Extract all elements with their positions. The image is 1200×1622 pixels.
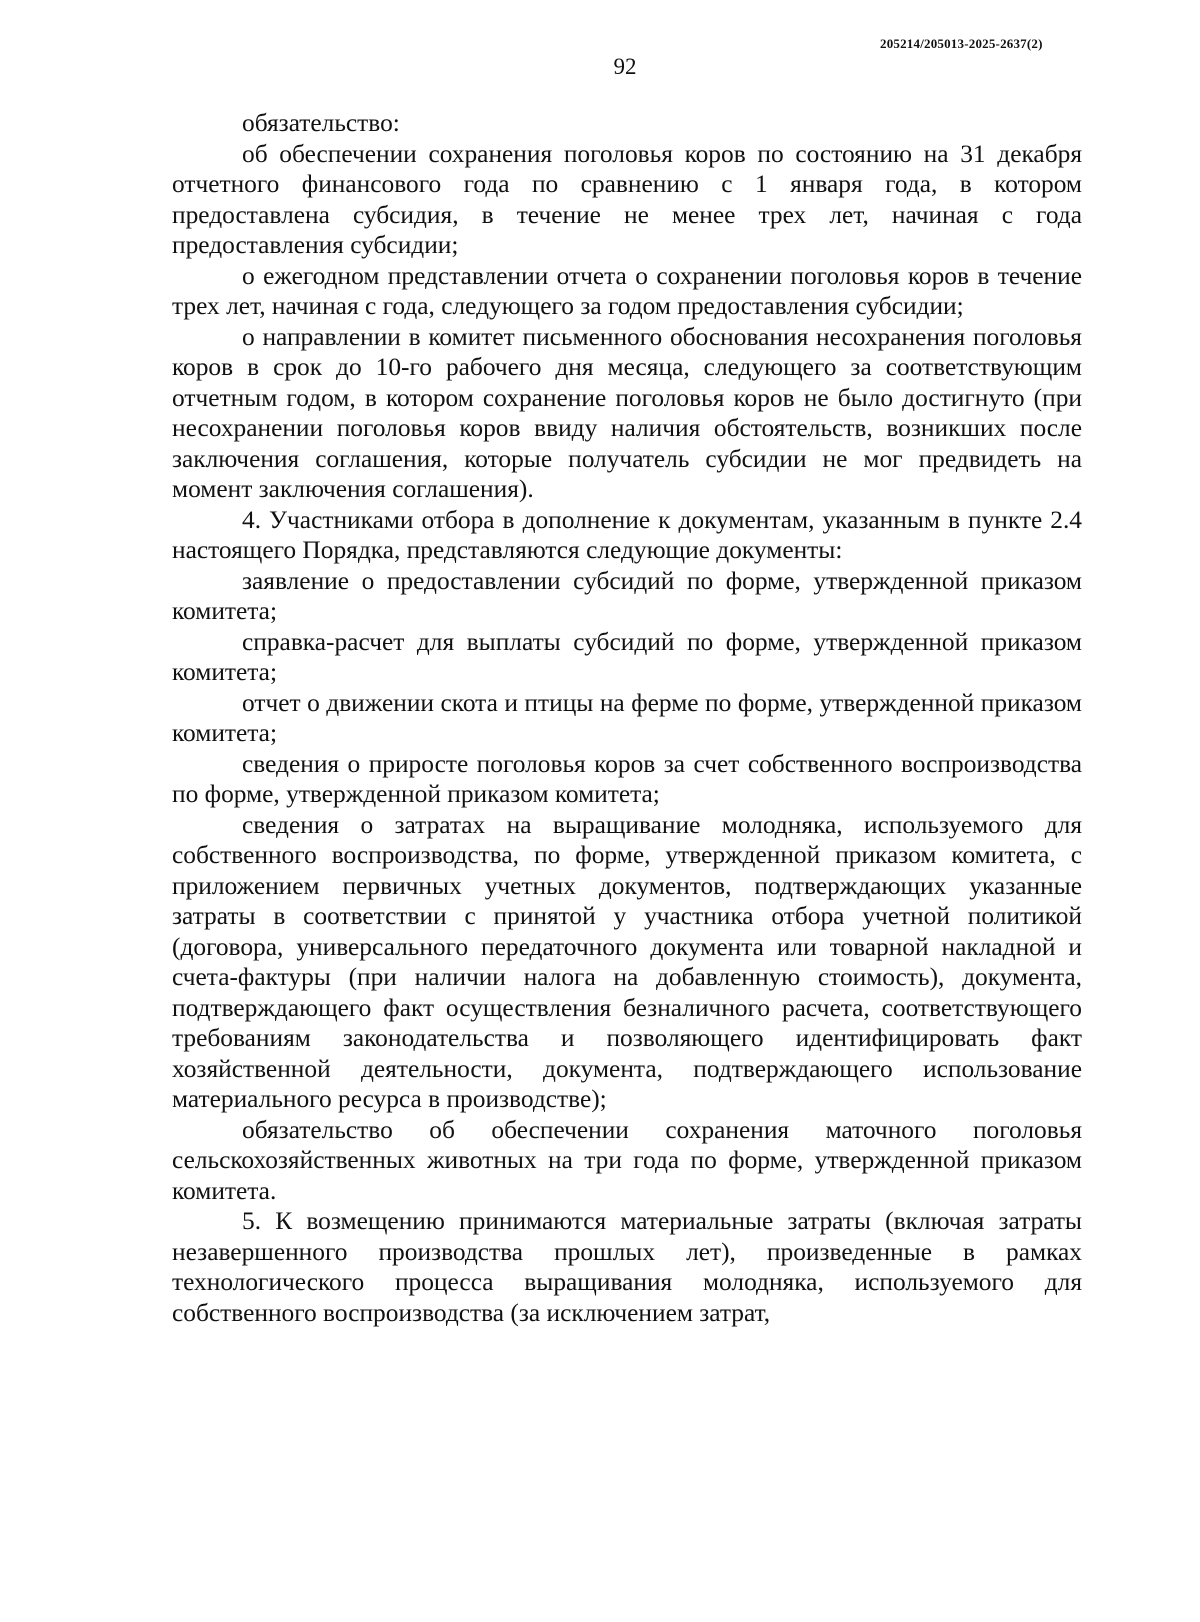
page-number: 92 (613, 54, 637, 79)
paragraph-herd-preservation: об обеспечении сохранения поголовья коров по состоянию на 31 декабря отчетного финансового года по сравнению с 1 января года, в котором предоставлена субсидия, в течение не менее трех лет, начиная с года предоставления субсидии; (172, 139, 1082, 259)
paragraph-section-4: 4. Участниками отбора в дополнение к документам, указанным в пункте 2.4 настоящего Порядка, представляются следующие документы: (172, 505, 1082, 564)
paragraph-calculation-certificate: справка-расчет для выплаты субсидий по форме, утвержденной приказом комитета; (172, 627, 1082, 686)
paragraph-application: заявление о предоставлении субсидий по форме, утвержденной приказом комитета; (172, 566, 1082, 625)
document-body (172, 108, 1082, 1328)
paragraph-written-justification: о направлении в комитет письменного обоснования несохранения поголовья коров в срок до 10-го рабочего дня месяца, следующего за соответствующим отчетным годом, в котором сохранение поголовья коров не было достигнуто (при несохранении поголовья коров ввиду наличия обстоятельств, возникших после заключения соглашения, которые получатель субсидии не мог предвидеть на момент заключения соглашения). (172, 322, 1082, 503)
paragraph-obligation-heading: обязательство: (242, 109, 400, 137)
paragraph-annual-report: о ежегодном представлении отчета о сохранении поголовья коров в течение трех лет, начиная с года, следующего за годом предоставления субсидии; (172, 261, 1082, 320)
document-registration-code: 205214/205013-2025-2637(2) (880, 36, 1043, 51)
paragraph-section-5: 5. К возмещению принимаются материальные затраты (включая затраты незавершенного производства прошлых лет), произведенные в рамках технологического процесса выращивания молодняка, используемого для собственного воспроизводства (за исключением затрат, (172, 1207, 1082, 1327)
paragraph-herd-growth: сведения о приросте поголовья коров за счет собственного воспроизводства по форме, утвержденной приказом комитета; (172, 749, 1082, 808)
paragraph-rearing-costs: сведения о затратах на выращивание молодняка, используемого для собственного воспроизводства, по форме, утвержденной приказом комитета, с приложением первичных учетных документов, подтверждающих указанные затраты в соответствии с принятой у участника отбора учетной политикой (договора, универсального передаточного документа или товарной накладной и счета-фактуры (при наличии налога на добавленную стоимость), документа, подтверждающего факт осуществления безналичного расчета, соответствующего требованиям законодательства и позволяющего идентифицировать факт хозяйственной деятельности, документа, подтверждающего использование материального ресурса в производстве); (172, 810, 1082, 1113)
paragraph-livestock-report: отчет о движении скота и птицы на ферме по форме, утвержденной приказом комитета; (172, 688, 1082, 747)
paragraph-breeding-stock-obligation: обязательство об обеспечении сохранения маточного поголовья сельскохозяйственных животных на три года по форме, утвержденной приказом комитета. (172, 1115, 1082, 1205)
